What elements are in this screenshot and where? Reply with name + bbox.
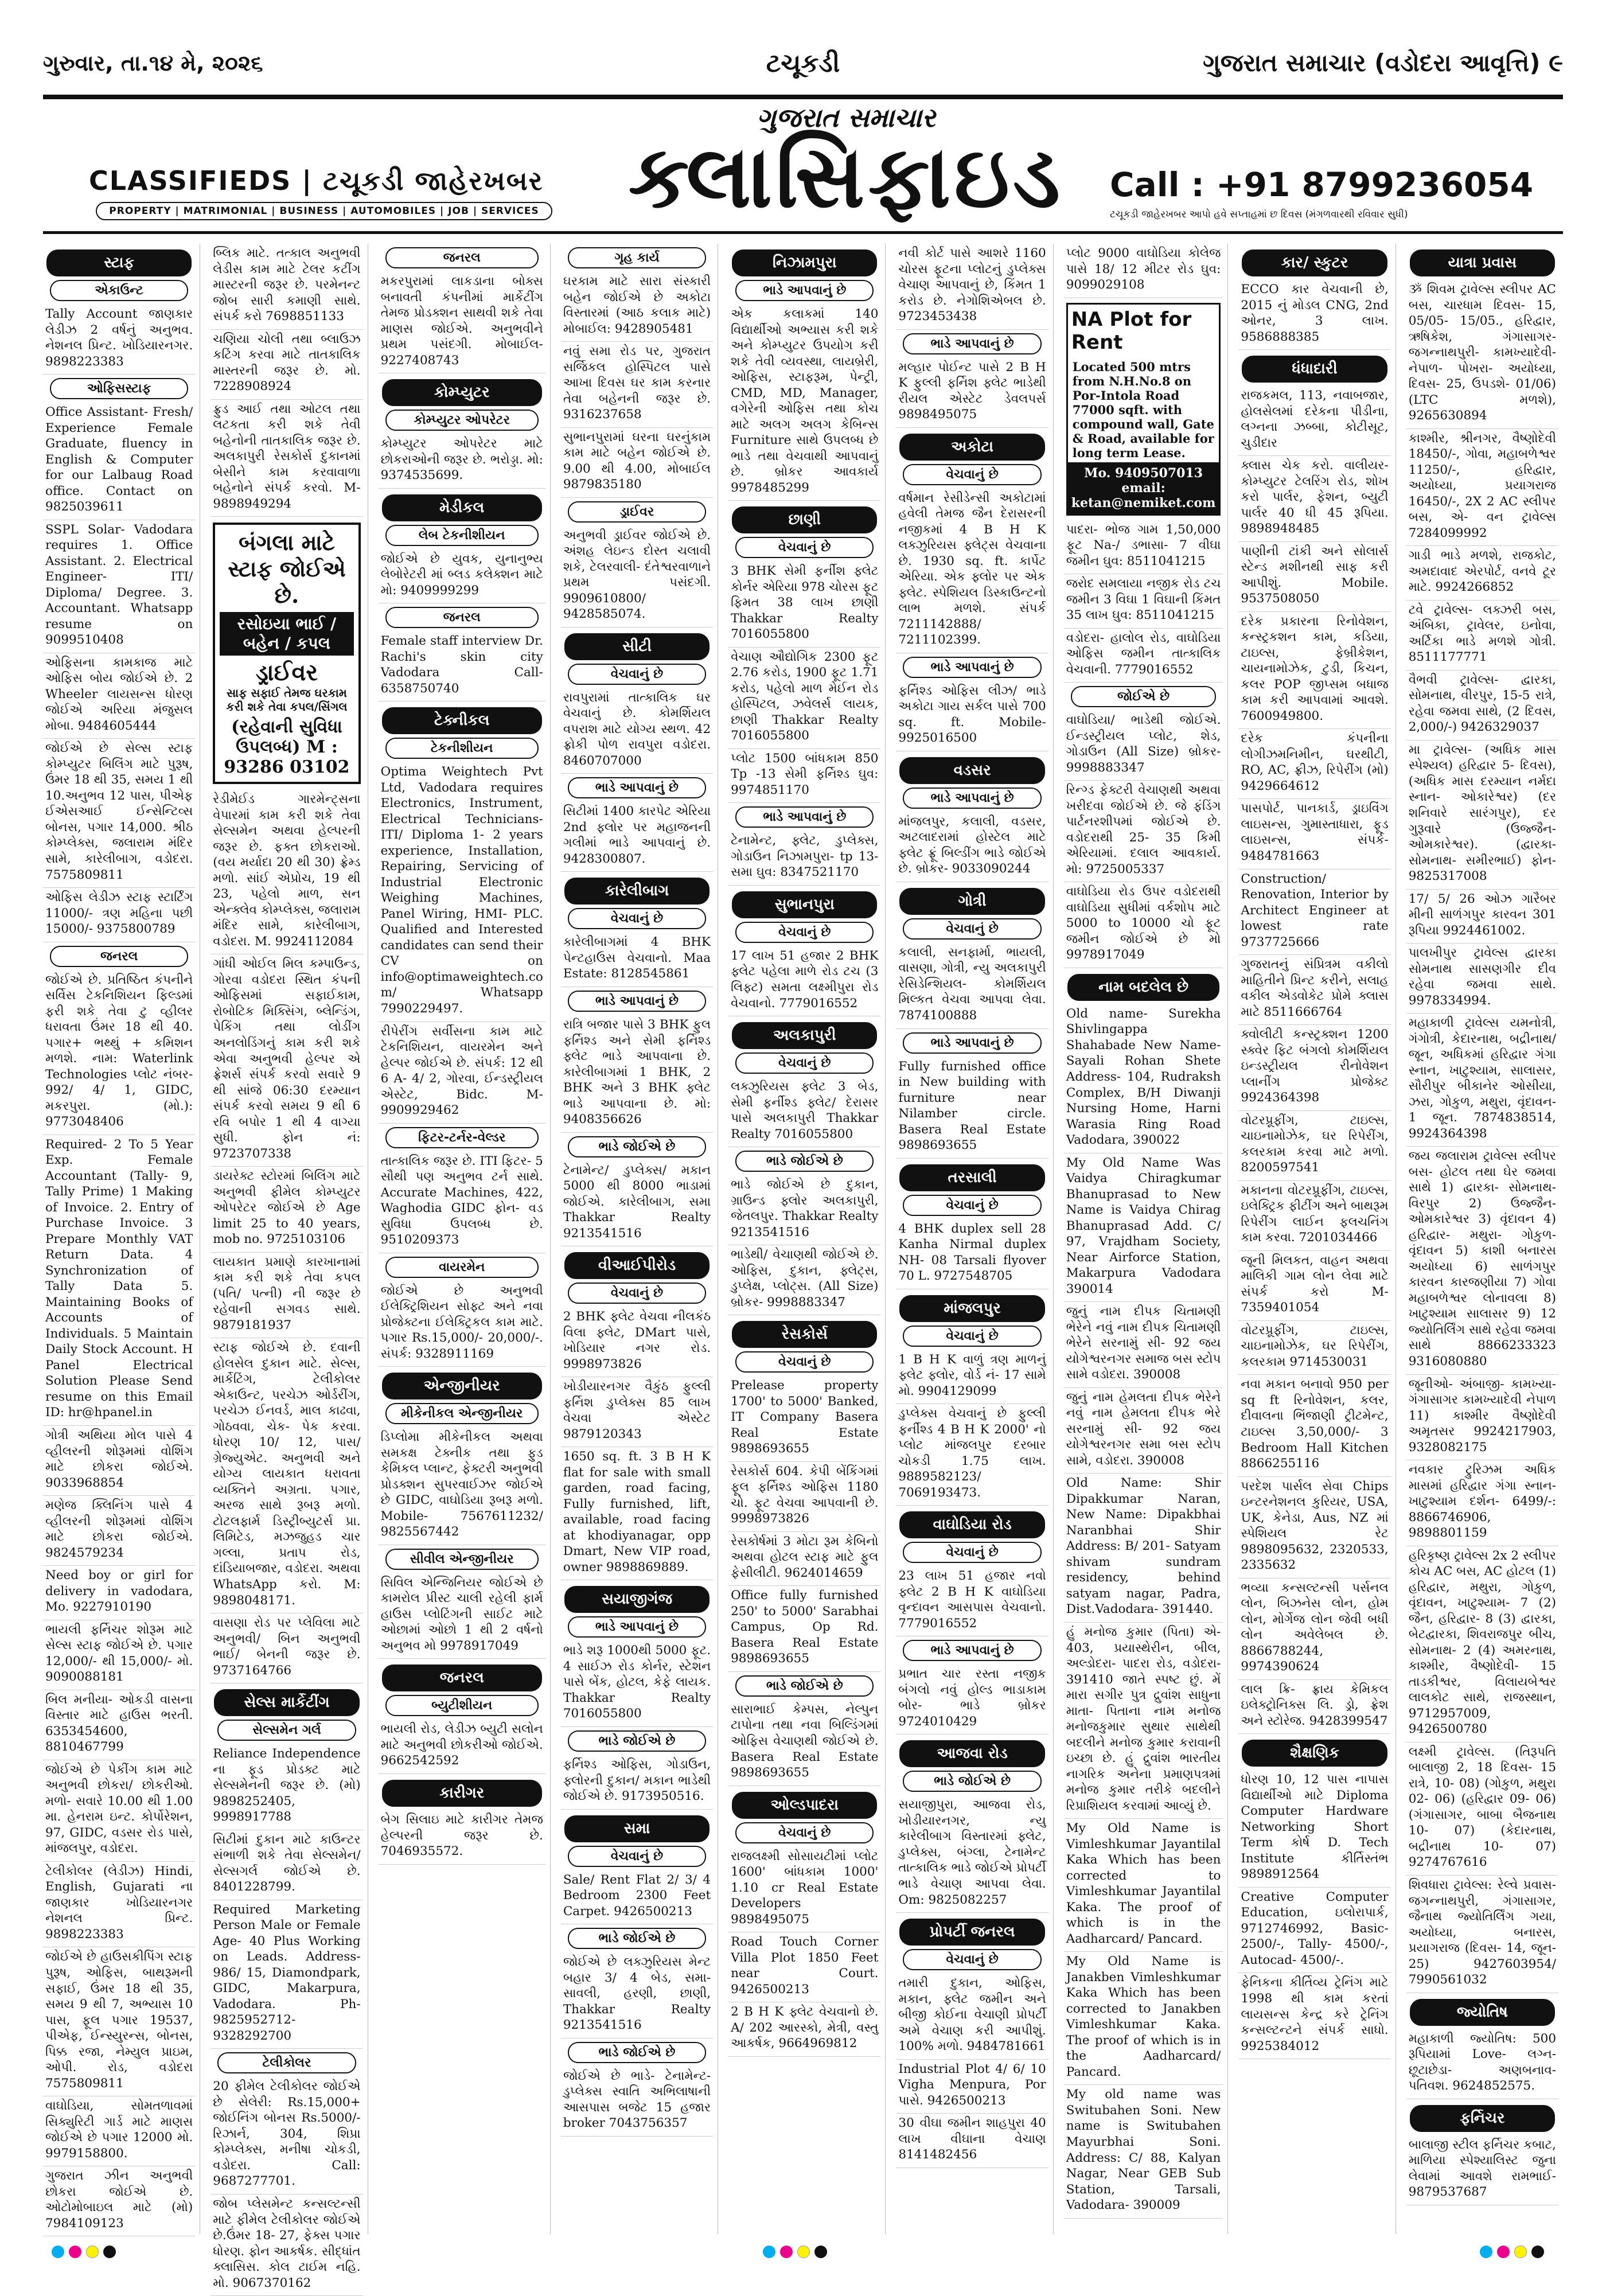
classified-ad: ખોડીયારનગર વૈકુંઠ ફુલ્લી ફર્નિશ ડુપ્લેક્સ 85 લાખ વેચવા એસ્ટેટ 9879120343 (561, 1377, 713, 1447)
category-header: ફર્નિચર (1410, 2105, 1555, 2132)
category-header: રેસકોર્સ (732, 1321, 877, 1348)
booking-note: ટચૂકડી જાહેરખબર આપો હવે સપ્તાહમાં છ દિવસ (મંગળવારથી રવિવાર સુધી) (1110, 209, 1408, 220)
classified-ad: ચણિયા ચોલી તથા બ્લાઉઝ કટિંગ કરવા માટે તાતકાલિક માસ્તરની જરૂર છે. મો. 7228908924 (211, 330, 362, 400)
classified-ad: લક્ષ્મી ટ્રાવેલ્સ. (તિરૂપતિ બાલાજી 2, 18 દિવસ- 15 રાત્રે, 10- 08) (ગોકુળ, મથુરા 02- 06) (હરિદ્વાર 09- 06) (ગંગાસાગર, બાબા બૈજનાથ 10- 07) (કેદારનાથ, બદ્રીનાથ 10- 07) 9274767616 (1406, 1743, 1558, 1876)
subcategory-label: જોઈએ છે (1071, 686, 1217, 707)
subcategory-label: ભાડે આપવાનું છે (903, 657, 1041, 678)
classified-ad: Required Marketing Person Male or Female Age- 40 Plus Working on Leads. Address- 986/ 15, Diamondpark, GIDC, Makarpura, Vadodara. Ph- 9825952712- 9328292700 (211, 1900, 362, 2049)
classified-ad: Construction/ Renovation, Interior by Architect Engineer at lowest rate 9737725666 (1238, 870, 1390, 956)
subcategory-label: વેચવાનું છે (735, 922, 874, 943)
cyan-dot (52, 2246, 64, 2258)
classified-ad: Optima Weightech Pvt Ltd, Vadodara requires Electronics, Instrument, Electrical Technicians- ITI/ Diploma 1- 2 years experience, Installation, Repairing, Servicing of Industrial Electronic Weighing Machines, Panel Wiring, HMI- PLC. Qualified and Interested candidates can send their CV on info@optimaweightech.co m/ Whatsapp 7990229497. (379, 762, 545, 1022)
subcategory-label: જનરલ (50, 946, 188, 967)
classified-ad: જુનું નામ દીપક ચિતામણી ભેરેને નવું નામ દીપક ચિતામણી ભેરેને સરનામું સી- 92 જય યોગેશ્વરનગર સમાજ બસ સ્ટોપ સામે વડોદરા. 390008 (1064, 1302, 1223, 1388)
classified-ad: કાશ્મીર, શ્રીનગર, વૈષ્ણોદેવી 18450/-, ગોવા, મહાબળેશ્વર 11250/-, હરિદ્વાર, અયોધ્યા, પ્રયાગરાજ 16450/-, 2X 2 AC સ્લીપર બસ, એ- વન ટ્રાવેલ્સ 7284099992 (1406, 429, 1558, 547)
classified-ad: ટવે ટ્રાવેલ્સ- લક્ઝરી બસ, અંબિકા, ટ્રાવેલર, ઇનોવા, અર્ટિકા ભાડે મળશે ગોત્રી. 8511177771 (1406, 601, 1558, 671)
classified-ad: રેસકોર્સ 604. કેપી બેંકિંગમાં ફૂલ ફર્નિશ્ડ ઓફિસ 1180 ચો. ફૂટ વેચવા આપવાની છે. 9998973826 (728, 1462, 880, 1532)
classified-ad: જુનું નામ હેમલતા દીપક ભેરેને નવું નામ હેમલતા દીપક ભેરે સરનામું સી- 92 જય યોગેશ્વરનગર સમા બસ સ્ટોપ સામે, વડોદરા. 390008 (1064, 1388, 1223, 1474)
classified-ad: ભવ્યા કન્સલ્ટન્સી પર્સનલ લોન, બિઝનેસ લોન, હોમ લોન, મોર્ગેજ લોન જેવી બધી લોન અવેલેબલ છે. 8866788244, 9974390624 (1238, 1578, 1390, 1680)
classified-ad: નવકાર ટ્રુરિઝમ અધિક માસમાં હરિદ્વાર ગંગા સ્નાન- ખાટુશ્યામ દર્શન- 6499/-: 8866746906, 9898801159 (1406, 1460, 1558, 1546)
classified-ad: બિલ મનીયા- ઓકડી વાસના વિસ્તાર માટે હાઉસ ભરતી. 6353454600, 8810467799 (43, 1690, 195, 1760)
classified-ad: 20 ફીમેલ ટેલીકોલર જોઈએ છે સેલેરી: Rs.15,000+ જોઈનિંગ બોનસ Rs.5000/- રિઝાર્ન, 304, શિપ્રા કોમ્પ્લેક્સ, મનીષા ચોકડી, વડોદરા. Call: 9687277701. (211, 2077, 362, 2194)
page-header (43, 34, 1563, 92)
column-1 (43, 244, 200, 2234)
classified-ad: લાયકાત પ્રમાણે કારખાનામાં કામ કરી શકે તેવા કપલ (પતિ/ પત્ની) ની જરૂર છે રહેવાની સગવડ સાથે. 9879181937 (211, 1253, 362, 1339)
column-9 (1406, 244, 1563, 2234)
classified-ad: પાણીની ટાંકી અને સોલાર્સ સ્ટેન્ડ મશીનથી સાફ કરી આપીશું. Mobile. 9537508050 (1238, 542, 1390, 612)
classified-ad: સિવિલ એન્જિનિયર જોઈએ છે કામરોલ પ્રીસ્ટ ચાલી રહેલી ફાર્મ હાઉસ પ્લોટિંગની સાઈટ માટે ઓછામાં ઓછો 1 થી 2 વર્ષનો અનુભવ મો 9978917049 (379, 1573, 545, 1659)
classified-ad: SSPL Solar- Vadodara requires 1. Office Assistant. 2. Electrical Engineer- ITI/ Diploma/ Degree. 3. Accountant. Whatsapp resume on 9099510408 (43, 520, 195, 653)
classified-ad: Reliance Independence ના ફૂડ પ્રોડક્ટ માટે સેલ્સમેનની જરૂર છે. (મો) 9898252405, 9998917788 (211, 1744, 362, 1830)
plot-rent-display-ad (1066, 303, 1221, 516)
classified-ad: શિવધારા ટ્રાવેલ્સ: રેલ્વે પ્રવાસ- જગન્નાથપુરી, ગંગાસાગર, જૈનાથ જ્યોતિર્લિંગ ગયા, અયોધ્યા, બનારસ, પ્રયાગરાજ (દિવસ- 14, જૂન- 25) 9427603954/ 7990561032 (1406, 1876, 1558, 1993)
subcategory-label: ભાડે જોઈએ છે (568, 1136, 706, 1157)
classified-ad: નવું સમા રોડ પર, ગુજરાત સર્જિકલ હોસ્પિટલ પાસે આખા દિવસ ઘર કામ કરનાર તેવા બહેનની જરૂર છે. 9316237658 (561, 342, 713, 428)
masthead-title: ક્લાસિફાઇડ (628, 127, 1064, 227)
subcategory-label: વેચવાનું છે (903, 918, 1041, 940)
classified-ad: ગુજરાત ઝીન અનુભવી છોકરા જોઈએ છે. ઓટોમોબાઇલ માટે (મો) 7984109123 (43, 2166, 195, 2236)
classified-ad: પાદરા- ભોજ ગામ 1,50,000 ફૂટ Na-/ ડભાસા- 7 વીઘા જમીન ઘુવ: 8511041215 (1064, 520, 1223, 575)
classified-ad: 1650 sq. ft. 3 B H K flat for sale with small garden, road facing, Fully furnished, lift, available, road facing at khodiyanagar, opp Dmart, New VIP road, owner 9898869889. (561, 1447, 713, 1580)
category-header: એન્જીનીયર (382, 1373, 542, 1400)
classified-ad: મણેજ ક્લિનિંગ પાસે 4 વ્હીલરની શોરૂમમાં વોશિંગ માટે છોકરા જોઈએ. 9824579234 (43, 1496, 195, 1566)
display-ad-line: રસોઇયા ભાઈ / બહેન / કપલ (220, 612, 353, 656)
masthead-left (89, 165, 559, 224)
subcategory-label: એકાઉન્ટ (50, 280, 188, 301)
classified-ad: Need boy or girl for delivery in vadodara, Mo. 9227910190 (43, 1566, 195, 1620)
classified-ad: 2 BHK ફ્લેટ વેચવા નીલકંઠ વિલા ફ્લેટ, DMart પાસે, ખોડિયાર નગર રોડ. 9998973826 (561, 1307, 713, 1377)
classified-ad: જોઈએ છે. પ્રતિષ્ઠિત કંપનીને સર્વિસ ટેકનિશિયન ફિલ્ડમાં ફરી શકે તેવા ટુ વ્હીલર ધરાવતા ઉંમર 18 થી 40. પગાર+ ભથ્થું + કમિશન મળશે. નામ: Waterlink Technologies પ્લોટ નંબર- 992/ 4/ 1, GIDC, મકરપુરા. (મો.): 9773048406 (43, 970, 195, 1135)
subcategory-label: કોમ્પ્યુટર ઓપરેટર (385, 410, 539, 431)
classified-ad: વેચાણ ઔદ્યોગિક 2300 ફૂટ 2.76 કરોડ, 1900 ફૂટ 1.71 કરોડ, પહેલો માળ મેઈન રોડ હોસ્પિટલ, ઝવેલર્સ લાયક, છાણી Thakkar Realty 7016055800 (728, 648, 880, 749)
classified-ad: ભાડેથી/ વેચાણથી જોઈએ છે. ઓફિસ, દુકાન, ફ્લેટ્સ, ડુપ્લેક્ષ, પ્લોટ્સ. (All Size) બ્રોકર- 9998883347 (728, 1245, 880, 1315)
classified-ad: નવા મકાન બનાવો 950 per sq ft રિનોવેશન, કલર, દીવાલના ભિંજાણી ટ્રીટમેન્ટ, ટાઇલ્સ 3,50,000/- 3 Bedroom Hall Kitchen 8866255116 (1238, 1375, 1390, 1476)
classified-ad: પરદેશ પાર્સલ સેવા Chips ઇન્ટરનેશનલ કુરિયર, USA, UK, કેનેડા, Aus, NZ માં સ્પેશિયલ રેટ 9898095632, 2320533, 2335632 (1238, 1477, 1390, 1578)
category-header: નિઝામપુરા (732, 250, 877, 276)
subcategory-label: ઓફિસસ્ટાફ (50, 378, 188, 399)
classified-ad: રાવપુરામાં તાત્કાલિક ઘર વેચવાનું છે. કોમર્શિયલ વપરાશ માટે યોગ્ય સ્થળ. 42 ફ્રોકી પોળ રાવપુરા વડોદરા. 8460707000 (561, 688, 713, 774)
display-ad-line: Mo. 9409507013 email: ketan@nemiket.com (1068, 462, 1219, 514)
classified-ad: મહાકાળી જ્યોતિષ: 500 રૂપિયામાં Love- લગ્ન- છૂટાછેડા- અણબનાવ- પતિવશ. 9624852575. (1406, 2029, 1558, 2099)
registration-marks-left (52, 2246, 116, 2268)
column-6 (896, 244, 1053, 2234)
subcategory-label: ભાડે આપવાનું છે (903, 788, 1041, 809)
category-header: આજવા રોડ (899, 1740, 1044, 1767)
classified-ad: ભાડે શરૂ 1000થી 5000 ફૂટ. 4 સાઈઝ રોડ કોર્નર, સ્ટેશન પાસે બેંક, હોટલ, કેફે લાયક. Thakkar Realty 7016055800 (561, 1641, 713, 1727)
category-header: કારીગર (382, 1780, 542, 1807)
classified-ad: ફેનિકના કીર્તિવ્ય ટ્રેનિંગ માટે 1998 થી કામ કરતાં લાયસન્સ કેન્દ્ર કરે ટ્રેનિંગ કન્સલ્ટન્ટને સંપર્ક સાધો. 9925384012 (1238, 1973, 1390, 2059)
subcategory-label: સેલ્સમેન ગર્લ (217, 1720, 356, 1741)
category-header: કાર/ સ્કુટર (1242, 250, 1387, 276)
classified-ad: જોબ પ્લેસમેન્ટ કન્સલ્ટન્સી માટે ફીમેલ ટેલીકોલર જોઈએ છે.ઉંમર 18- 27, ફેક્સ પગાર ધોરણ. ફોન આકર્ષક. સીદ્ધાંત ક્લાસિસ. કોલ ટાઈમ નહિ. મો. 9067370162 (211, 2194, 362, 2296)
classified-ad: Tally Account જાણકાર લેડીઝ 2 વર્ષનું અનુભવ. નેશનલ પ્રિન્ટ. ખોડિયારનગર. 9898223383 (43, 305, 195, 375)
edition-label: ગુજરાત સમાચાર (વડોદરા આવૃત્તિ) ૯ (1203, 49, 1563, 77)
category-header: છાણી (732, 506, 877, 533)
newspaper-logo: ગુજરાત સમાચાર (757, 102, 935, 133)
classified-ad: સયાજીપુરા, આજવા રોડ, ખોડીયારનગર, ન્યુ કારેલીબાગ વિસ્તારમાં ફ્લેટ, ડુપ્લેક્સ, બંગ્લા, ટેનામેન્ટ તાત્કાલિક ભાડે જોઈએ પ્રોપર્ટી ભાડે વેચાણ આપવા લેવા. Om: 9825082257 (896, 1795, 1048, 1913)
category-header: માંજલપુર (899, 1295, 1044, 1322)
magenta-dot (1497, 2246, 1510, 2258)
classified-ad: ગુજરાતનું સંપ્રિત્રમ વકીલો માહિતીને પ્રિન્ટ કરીને, સલાહ વકીલ એડવોકેટ પ્રોમે ક્લાસ માટે 8511666764 (1238, 955, 1390, 1025)
classified-ad: રીપેરીંગ સર્વીસના કામ માટે ટેકનિશિયન, વાયરમેન અને હેલ્પર જોઈએ છે. સંપર્ક: 12 થી 6 A- 4/ 2, ગોરવા, ઈન્ડસ્ટ્રીયલ એસ્ટેટ, Bidc. M- 9909929462 (379, 1022, 545, 1124)
classified-ad: My old name was Switubahen Soni. New name is Switubahen Mayurbhai Soni. Address: C/ 88, Kalyan Nagar, Near GEB Sub Station, Tarsali, Vadodara- 390009 (1064, 2085, 1223, 2218)
category-header: સીટી (564, 633, 710, 660)
classified-ad: ભાયલી ફર્નિચર શોરૂમ માટે સેલ્સ સ્ટાફ જોઈએ છે. પગાર 12,000/- થી 15,000/- મો. 9090088181 (43, 1620, 195, 1690)
category-header: સ્ટાફ (46, 250, 192, 276)
classified-ad: વોટરપ્રૂફીંગ, ટાઇલ્સ, ચાઇનામોઝેક, ઘર રિપેરીંગ, કલરકામ કરવા માટે મળો. 8200597541 (1238, 1111, 1390, 1181)
classified-ad: વર્ષમાન રેસીડેન્સી અકોટામાં હવેલી તેમજ જૈન દેરાસરની નજીકમાં 4 B H K લક્ઝુરિયસ ફ્લેટ્સ વેચવાના છે. 1930 sq. ft. કાર્પેટ એરિયા. એક ફ્લોર પર એક ફ્લેટ. સ્પેશિયલ ડિસ્કાઉન્ટનો લાભ મળશે. સંપર્ક 7211142888/ 7211102399. (896, 489, 1048, 653)
classified-ad: ઓફિસના કામકાજ માટે ઓફિસ બોય જોઈએ છે. 2 Wheeler લાયસન્સ ધોરણ જોઈએ અરિયા મંજુસલ મોબા. 9484605444 (43, 653, 195, 739)
subcategory-label: વેચવાનું છે (735, 537, 874, 558)
classified-ad: મકાનના વોટરપ્રૂફીંગ, ટાઇલ્સ, ઇલેક્ટ્રિક ફીટીંગ અને બાથરૂમ રિપેરીંગ લાઈન ફલચનિંગ કામ કરવા. 7201034466 (1238, 1181, 1390, 1251)
category-header: કારેલીબાગ (564, 878, 710, 905)
classified-ad: લક્ઝુરિયસ ફ્લેટ 3 બેડ, સેમી ફર્નીશ્ડ ફ્લેટ/ દેરાસર પાસે અલકાપુરી Thakkar Realty 7016055800 (728, 1077, 880, 1147)
classified-ad: Office Assistant- Fresh/ Experience Female Graduate, fluency in English & Computer for our Lalbaug Road office. Contact on 9825039611 (43, 403, 195, 520)
subcategory-label: ભાડે જોઈએ છે (903, 1771, 1041, 1792)
subcategory-label: બ્યુટીશીયન (385, 1695, 539, 1716)
subcategory-label: ભાડે જોઈએ છે (735, 1151, 874, 1172)
classified-ad: ૐ શિવમ ટ્રાવેલ્સ સ્લીપર AC બસ, ચારધામ દિવસ- 15, 05/05- 15/05., હરિદ્વાર, ઋષિકેશ, ગંગાસાગર- જગન્નાથપુરી- કામખ્યાદેવી- નેપાળ- પોખરા- અયોધ્યા, દિવસ- 25, ઉપડશે- 01/06) (LTC મળશે), 9265630894 (1406, 280, 1558, 429)
display-ad-line: Located 500 mtrs from N.H.No.8 on Por-Intola Road 77000 sqft. with compound wall, Gate & Road, available for long term Lease. (1072, 359, 1214, 460)
display-ad-line: (રહેવાની સુવિધા ઉપલબ્ધ) M : 93286 03102 (224, 717, 350, 778)
classified-ad: ભાડે જોઈએ છે દુકાન, ગ્રાઉન્ડ ફ્લોર અલકાપુરી, જેતલપુર. Thakkar Realty 9213541516 (728, 1175, 880, 1245)
classified-ad: કારેલીબાગમાં 4 BHK પેન્ટહાઉસ વેચવાનો. Maa Estate: 8128545861 (561, 933, 713, 987)
classified-ad: ઓફિસ લેડીઝ સ્ટાફ સ્ટાર્ટિંગ 11000/- ત્રણ મહિના પછી 15000/- 9375800789 (43, 888, 195, 942)
display-ad-line: ડ્રાઈવર (255, 659, 318, 687)
classified-ad: પાલખીપુર ટ્રાવેલ્સ દ્વારકા સોમનાથ સાસણગીર દીવ રહેવા જમવા સાથે. 9978334994. (1406, 944, 1558, 1013)
classifieds-label: CLASSIFIEDS | ટચૂકડી જાહેરખબર (89, 165, 544, 196)
classified-ad: નવી કોર્ટ પાસે આશરે 1160 ચોરસ ફૂટના પ્લોટનું ડુપ્લેક્સ વેચાણ આપવાનું છે, કિંમત 1 કરોડ છે. નેગોશિએબલ છે. 9723453438 (896, 244, 1048, 330)
classified-ad: ફ્રુડ આઈ તથા ઓટલ તથા લટકતા કરી શકે તેવી બહેનોની તાતકાલિક જરૂર છે. અલકાપુરી રેસકોર્સ દુકાનમાં બેસીને કામ કરવાવાળા બહેનોને સંપર્ક કરવો. M- 9898949294 (211, 400, 362, 517)
category-header: અલકાપુરી (732, 1022, 877, 1049)
black-dot (103, 2246, 116, 2258)
classified-ad: વાઘોડિયા/ ભાડેથી જોઈએ. ઈન્ડસ્ટ્રીયલ પ્લોટ, શેડ, ગોડાઉન (All Size) બ્રોકર- 9998883347 (1064, 711, 1223, 781)
issue-date: ગુરુવાર, તા.૧૪ મે, ૨૦૨૬ (43, 50, 263, 76)
classified-ad: રાજકમલ, 113, નવાબજાર, હોલસેલમાં દરેકના પીડીના, લગ્નના ઝબ્બા, કોટીસૂટ, ચુડીદાર (1238, 386, 1390, 456)
subcategory-label: ગૃહ કાર્ય (568, 247, 706, 268)
classified-ad: Prelease property 1700' to 5000' Banked, IT Company Basera Real Estate 9898693655 (728, 1376, 880, 1462)
classified-ad: My Old Name is Vimleshkumar Jayantilal Kaka Which has been corrected to Vimleshkumar Jayantilal Kaka. The proof of which is in the Aadharcard/ Pancard. (1064, 1819, 1223, 1952)
classified-ad: Required- 2 To 5 Year Exp. Female Accountant (Tally- 9, Tally Prime) 1 Making of Invoice. 2. Entry of Purchase Invoice. 3 Prepare Monthly VAT Return Data. 4 Synchronization of Tally Data 5. Maintaining Books of Accounts of Individuals. 5 Maintain Daily Stock Account. H Panel Electrical Solution Please Send resume on this Email ID: hr@hpanel.in (43, 1135, 195, 1426)
subcategory-label: વેચવાનું છે (735, 1351, 874, 1373)
classified-ad: રેડીમેઈડ ગારમેન્ટ્સના વેપારમાં કામ કરી શકે તેવા સેલ્સમેન અથવા હેલ્પરની જરૂર છે. ફક્ત છોકરાઓ. (વય મર્યાદા 20 થી 30) ફ્રેમ્ડ મળો. સાંઈ એપ્રોચ, 19 થી 23, પહેલો માળ, સન એન્ક્લેવ કોમ્પ્લેક્સ, જલારામ મંદિર સામે, કારેલીબાગ, વડોદરા. M. 9924112084 (211, 790, 362, 954)
classified-ad: ગોત્રી અથિયા મોલ પાસે 4 વ્હીલરની શોરૂમમાં વોશિંગ માટે છોકરા જોઈએ. 9033968854 (43, 1426, 195, 1496)
subcategory-label: ડ્રાઈવર (568, 501, 706, 523)
classified-ad: ડાયરેક્ટ સ્ટોરમાં બિલિંગ માટે અનુભવી ફીમેલ કોમ્પ્યુટર ઓપરેટર જોઈએ છે Age limit 25 to 40 years, mob no. 9725103106 (211, 1167, 362, 1253)
classified-ad: સુભાનપુરામાં ઘરના ઘરનુંકામ કામ માટે બહેન જોઈએ છે. 9.00 થી 4.00, મોબાઈલ 9879835180 (561, 428, 713, 498)
classified-ad: 4 BHK duplex sell 28 Kanha Nirmal duplex NH- 08 Tarsali flyover 70 L. 9727548705 (896, 1219, 1048, 1289)
classified-ad: ECCO કાર વેચવાની છે, 2015 નું મોડલ CNG, 2nd ઓનર, 3 લાખ. 9586888385 (1238, 280, 1390, 350)
category-header: વડસર (899, 757, 1044, 784)
classified-ad: 1 B H K વાળું ત્રણ માળનું ફ્લેટ ફ્લોર, વોર્ડ નં- 17 સામે મો. 9904129099 (896, 1350, 1048, 1405)
subcategory-label: જનરલ (385, 607, 539, 628)
classified-ad: સારાભાઈ કેમ્પસ, નેલ્પુન ટાપોના તથા નવા બિલ્ડિંગમાં ઓફિસ વેચાણથી જોઈએ છે. Basera Real Estate 9898693655 (728, 1700, 880, 1786)
classified-columns (43, 244, 1563, 2290)
classified-ad: ઘરકામ માટે સારા સંસ્કારી બહેન જોઈએ છે અકોટા વિસ્તારમાં (આઠ કલાક માટે) મોબાઈલ: 9428905481 (561, 272, 713, 342)
classified-ad: જોઈએ છે સેલ્સ સ્ટાફ કોમ્પ્યુટર બિલિંગ માટે પુરૂષ, ઉંમર 18 થી 35, સમય 1 થી 10.અનુભવ 12 પાસ, પીએફ ઈએસઆઈ ઈન્સેન્ટિવ્સ બોનસ, પગાર 14,000. શ્રીઠ કોમ્પ્લેક્સ, જલારામ મંદિર સામે, કારેલીબાગ, વડોદરા. 7575809811 (43, 739, 195, 888)
classified-ad: જય જલારામ ટ્રાવેલ્સ સ્લીપર બસ- હોટલ તથા ઘેર જમવા સાથે 1) દ્વારકા- સોમનાથ- વિરપુર 2) ઉજ્જૈન- ઓમકારેશ્વર 3) વૃંદાવન 4) હરિદ્વાર- મથુરા- ગોકુળ- વૃંદાવન 5) કાશી બનારસ અયોધ્યા 6) સાળંગપુર કારવન કારજણીયા 7) ગોવા મહાબળેશ્વર લોનાવલા 8) ખાટુશ્યામ સાલાસર 9) 12 જ્યોતિર્લિંગ સાથે રહેવા જમવા સાથે 8866233323 9316080880 (1406, 1147, 1558, 1374)
masthead-center (559, 102, 1133, 227)
classified-ad: જરોદ સમલાયા નજીક રોડ ટચ જમીન 3 વિઘા 1 વિઘાની કિંમત 35 લાખ ઘુવ: 8511041215 (1064, 574, 1223, 629)
category-header: સુભાનપુરા (732, 891, 877, 918)
classified-ad: જોઈએ છે ભાડે- ટેનામેન્ટ- ડુપ્લેક્સ સ્વાતિ અભિલાષાની આસપાસ બજેટ 15 હજાર broker 7043756357 (561, 2067, 713, 2137)
classified-ad: પાસપોર્ટ, પાનકાર્ડ, ડ્રાઇવિંગ લાઇસન્સ, ગુમાસ્તાધારા, ફૂડ લાઇસન્સ, સંપર્ક- 9484781663 (1238, 799, 1390, 869)
yellow-dot (797, 2246, 810, 2258)
classified-ad: દરેક પ્રકારના રિનોવેશન, કન્સ્ટ્રકશન કામ, કડિયા, ટાઇલ્સ, ફેબ્રીકેશન, ચાયનામોઝેક, ટુડી, કિચન, કલર POP જીપ્સમ બધાજ કામ કરી આપવામાં આવશે. 7600949800. (1238, 612, 1390, 730)
magenta-dot (69, 2246, 81, 2258)
category-header: ગોત્રી (899, 888, 1044, 915)
subcategory-label: વેચવાનું છે (903, 1949, 1041, 1970)
classified-ad: અનુભવી ડ્રાઈવર જોઈએ છે. અંશહ લેઇન્ડ દોસ્ત ચલાવી શકે, ટેલરવાલી- દંતેશ્વરવાળાને પ્રથમ પસંદગી. 9909610800/ 9428585074. (561, 526, 713, 627)
subcategory-label: વેચવાનું છે (903, 1195, 1041, 1216)
classified-ad: ભાયલી રોડ, લેડીઝ બ્યુટી સલોન માટે અનુભવી છોકરીઓ જોઈએ. 9662542592 (379, 1720, 545, 1774)
subcategory-label: વેચવાનું છે (903, 1542, 1041, 1563)
subcategory-label: વેચવાનું છે (903, 1326, 1041, 1347)
column-7 (1064, 244, 1229, 2234)
classified-ad: રિન્ગ્ડ ફેક્ટરી વેચાણથી અથવા ખરીદવા જોઈએ છે. જે ફંડિંગ પાર્ટનરશીપમાં જોઈએ છે. વડોદરાથી 25- 35 કિમી એરિયામાં. દલાલ આવકાર્ય. મો: 9725005337 (1064, 781, 1223, 882)
subcategory-label: જનરલ (385, 247, 539, 268)
category-header: સમા (564, 1815, 710, 1842)
category-header: પ્રોપર્ટી જનરલ (899, 1919, 1044, 1946)
classified-ad: ગાડી ભાડે મળશે, રાજકોટ, અમદાવાદ એરપોર્ટ, વનવે ટૂર માટે. 9924266852 (1406, 546, 1558, 601)
subcategory-label: વેચવાનું છે (568, 664, 706, 685)
classified-ad: ક્લાસ ચેક કરો. વાલીયર- કોમ્પ્યુટર ટેલરિંગ રોડ, શોખ કરો પાર્લર, ફેશન, બ્યુટી પાર્લર 40 ધી 45 રૂપિયા. 9898948485 (1238, 456, 1390, 542)
category-header: વીઆઈપીરોડ (564, 1252, 710, 1279)
subcategory-label: લેબ ટેકનીશીયન (385, 525, 539, 546)
classified-ad: પ્લોટ 9000 વાઘોડિયા કોલેજ પાસે 18/ 12 મીટર રોડ ઘુવ: 9099029108 (1064, 244, 1223, 298)
subcategory-label: વાયરમેન (385, 1257, 539, 1278)
subcategory-label: વેચવાનું છે (568, 1846, 706, 1867)
subcategory-label: ફિટર-ટર્નર-વેલ્ડર (385, 1127, 539, 1148)
column-3 (379, 244, 551, 2234)
subcategory-label: ભાડે આપવાનું છે (735, 806, 874, 828)
classified-ad: 2 B H K ફ્લેટ વેચવાનો છે. A/ 202 આરસ્કો, મેત્રી, વસ્તુ આકર્ષક, 9664969812 (728, 2002, 880, 2057)
subcategory-label: ભાડે જોઈએ છે (568, 2042, 706, 2063)
subcategory-label: ભાડે આપવાનું છે (568, 991, 706, 1012)
header-rule (43, 95, 1563, 99)
black-dot (1531, 2246, 1544, 2258)
yellow-dot (86, 2246, 99, 2258)
category-header: નામ બદલેલ છે (1067, 974, 1220, 1001)
registration-marks-right (1480, 2246, 1544, 2268)
classified-ad: ધોરણ 10, 12 પાસ નાપાસ વિદ્યાર્થીઓ માટે Diploma Computer Hardware Networking Short Term કોર્ષ D. Tech Institute કીર્તિસ્તંભ 9898912564 (1238, 1770, 1390, 1888)
classified-ad: Office fully furnished 250' to 5000' Sarabhai Campus, Op Rd. Basera Real Estate 9898693655 (728, 1586, 880, 1672)
classified-ad: 17 લાખ 51 હજાર 2 BHK ફ્લેટ પહેલા માળે રોડ ટચ (3 લિફ્ટ) સમતા લક્ષ્મીપુરા રોડ વેચવાનો. 7779016552 (728, 946, 880, 1016)
category-header: સેલ્સ માર્કેટીંગ (214, 1689, 359, 1716)
column-2 (211, 244, 368, 2290)
subcategory-label: વેચવાનું છે (568, 1283, 706, 1304)
category-header: શૈક્ષણિક (1242, 1740, 1387, 1767)
classified-ad: પ્રભાત ચાર રસ્તા નજીક બંગલો નવું હોલ્ડ ભાડાકામ બોર- ભાડે બ્રોકર 9724010429 (896, 1664, 1048, 1734)
category-header: ઓલ્ડપાદરા (732, 1792, 877, 1819)
classified-ad: હરિકૃષ્ણ ટ્રાવેલ્સ 2x 2 સ્લીપર કોચ AC બસ, AC હોટલ (1) હરિદ્વાર, મથુરા, ગોકુળ, વૃંદાવન, ખાટુશ્યામ- 7 (2) જૈન, હરિદ્વાર- 8 (3) દ્વારકા, બેટદ્વારકા, શિવરાજપુર બીચ, સોમનાથ- 2 (4) અમરનાથ, કાશ્મીર, વૈષ્ણોદેવી- 15 તાડકીશ્વર, વિલાયબેશ્વર લાલકોટ સાથે, રાજસ્થાન, 9712957009, 9426500780 (1406, 1546, 1558, 1743)
subcategory-label: વેચવાનું છે (735, 1822, 874, 1843)
subcategory-label: ભાડે આપવાનું છે (903, 333, 1041, 354)
category-header: અકોટા (899, 434, 1044, 461)
registration-marks-center (763, 2246, 827, 2268)
classified-ad: સ્ટાફ જોઈએ છે. દવાની હોલસેલ દુકાન માટે. સેલ્સ, માર્કેટિંગ, ટેલીકોલર એકાઉન્ટ, પરચેઝ ઓર્ડરીંગ, પરચેઝ ઈનવર્ડ, માલ કાઢવા, ગોઠવવા, ચેક- પેક કરવા. ધોરણ 10/ 12, પાસ/ ગ્રેજ્યુએટ. અનુભવી અને યોગ્ય લાયકાત ધરાવતા વ્યક્તિને અગ્રતા. પગાર, અરજ સાથે રૂબરૂ મળો. ટોટલફાર્મ ડિસ્ટ્રીબ્યુટર્સ પ્રા. લિમિટેડ, મઝજુહડ ચાર ગલ્લા, પ્રતાપ રોડ, દાંડિયાબજાર, વડોદરા. અથવા WhatsApp કરો. M: 9898048171. (211, 1338, 362, 1613)
classified-ad: Female staff interview Dr. Rachi's skin city Vadodara Call- 6358750740 (379, 632, 545, 701)
call-number: Call : +91 8799236054 (1110, 165, 1534, 204)
category-header: વાઘોડિયા રોડ (899, 1511, 1044, 1538)
classified-ad: Fully furnished office in New building with furniture near Nilamber circle. Basera Real Estate 9898693655 (896, 1057, 1048, 1159)
subcategory-label: ટેકનીશીયન (385, 738, 539, 759)
masthead-right (1110, 165, 1546, 220)
display-ad-line: બંગલા માટે સ્ટાફ જોઈએ છે. (228, 529, 346, 609)
subcategory-label: ભાડે જોઈએ છે (568, 1928, 706, 1949)
category-header: તરસાલી (899, 1164, 1044, 1191)
classified-ad: કલાલી, સનફાર્મા, ભાયલી, વાસણા, ગોત્રી, ન્યુ અલકાપુરી રેસિડેન્શિયલ- કોમર્શિયલ મિલ્કત વેચવા આપવા લેવા. 7874100888 (896, 943, 1048, 1029)
classified-ad: હું મનોજ કુમાર (પિતા) એ- 403, પ્રયાસ્થેરીન, બીલ, અલ્ડોદરા- પાદરા રોડ, વડોદરા- 391410 જાતે સ્પષ્ટ છું. મેં મારા સગીર પુત્ર દ્રુવાંશ સાધુના માતા- પિતાના નામ મનોજ મનોજકુમાર સુથાર સાથેથી બદલીને મનોજ કુમાર કરાવાની ઇચ્છા છે. હું દ્રુવાંશ ભારતીય નાગરિક અનેના પ્રમાણપત્રમાં મનોજ કુમાર તરીકે બદલીને રિપ્રાશિયલ કરવામાં આવ્યું છે. (1064, 1623, 1223, 1819)
classified-ad: 17/ 5/ 26 ઓઝ ગારૈબર મીની સાળંગપુર કારવન 301 રૂપિયા 9924461002. (1406, 890, 1558, 944)
subcategory-label: ભાડે આપવાનું છે (568, 1616, 706, 1638)
subcategory-label: ભાડે જોઈએ છે (735, 1675, 874, 1697)
classified-ad: વાઘોડિયા, સોમતળાવમાં સિક્યુરિટી ગાર્ડ માટે માણસ જોઈએ છે પગાર 12000 મો. 9979158800. (43, 2096, 195, 2166)
classified-ad: જૂની મિલકત, વાહન અથવા માલિકી ગામ લોન લેવા માટે સંપર્ક કરો M- 7359401054 (1238, 1251, 1390, 1321)
subcategory-label: ભાડે આપવાનું છે (735, 280, 874, 301)
classified-ad: કોમ્પ્યુટર ઓપરેટર માટે છોકરાઓની જરૂર છે. ભરોડ્ડા. મો: 9374535699. (379, 434, 545, 489)
classified-ad: Sale/ Rent Flat 2/ 3/ 4 Bedroom 2300 Feet Carpet. 9426500213 (561, 1870, 713, 1925)
classified-ad: 3 BHK સેમી ફર્નીશ ફ્લેટ કોર્નર એરિયા 978 ચોરસ ફૂટ ફિમત 38 લાખ છાણી Thakkar Realty 7016055800 (728, 562, 880, 648)
classified-ad: સિટીમાં દુકાન માટે કાઉન્ટર સંભાળી શકે તેવા સેલ્સમેન/ સેલ્સગર્લ જોઈએ છે. 8401228799. (211, 1830, 362, 1900)
classified-ad: રાત્રિ બજાર પાસે 3 BHK ફુલ ફર્નિશ્ડ અને સેમી ફર્નિશ્ડ ફ્લેટ ભાડે આપવાના છે. કારેલીબાગમાં 1 BHK, 2 BHK અને 3 BHK ફ્લેટ ભાડે આપવાના છે. મો: 9408356626 (561, 1015, 713, 1133)
classified-ad: ફર્નિશ્ડ ઓફિસ લીઝ/ ભાડે અકોટા ગાય સર્કલ પાસે 700 sq. ft. Mobile- 9925016500 (896, 681, 1048, 751)
column-5 (728, 244, 886, 2234)
classified-ad: મહાકાળી ટ્રાવેલ્સ યમનોત્રી, ગંગોત્રી, કેદારનાથ, બદ્રીનાથ/ જૂન, અધિકમાં હરિદ્વાર ગંગા સ્નાન, ખાટુશ્યામ, સાલાસર, સૌરીપુર બીકાનેર ઓસીયા, ઝરા, ગોકુળ, મથુરા, વૃંદાવન- 1 જૂન. 7874838514, 9924364398 (1406, 1013, 1558, 1147)
classified-ad: વૈભવી ટ્રાવેલ્સ- દ્વારકા, સોમનાથ, વીરપુર, 15-5 રાત્રે, રહેવા જમવા સાથે, (2 દિવસ, 2,000/-) 9426329037 (1406, 671, 1558, 740)
subcategory-label: વેચવાનું છે (568, 908, 706, 929)
classified-ad: જોઈએ છે લક્ઝુરિયસ મેન્ટ બહાર 3/ 4 બેડ, સમા- સાવલી, હરણી, છાણી, Thakkar Realty 9213541516 (561, 1952, 713, 2038)
classified-ad: વાઘોડિયા રોડ ઉપર વડોદરાથી વાઘોડિયા સુધીમાં વર્કશોપ માટે 5000 to 10000 ચો ફૂટ જમીન જોઈએ છે મો 9978917049 (1064, 882, 1223, 968)
classified-ad: સિટીમાં 1400 કારપેટ એરિયા 2nd ફ્લોર પર મહાજનની ગલીમાં ભાડે આપવાનું છે. 9428300807. (561, 802, 713, 872)
classified-ad: વડોદરા- હાલોલ રોડ, વાઘોડિયા ઓફિસ જમીન તાત્કાલિક વેચવાની. 7779016552 (1064, 629, 1223, 683)
classified-ad: My Old Name Was Vaidya Chiragkumar Bhanuprasad to New Name is Vaidya Chirag Bhanuprasad Add. C/ 97, Vrajdham Society, Near Airforce Station, Makarpura Vadodara 390014 (1064, 1153, 1223, 1303)
classified-ad: ટેલીકોલર (લેડીઝ) Hindi, English, Gujarati ના જાણકાર ખોડિયારનગર નેશનલ પ્રિન્ટ. 9898223383 (43, 1862, 195, 1948)
column-4 (561, 244, 718, 2234)
category-header: સયાજીગંજ (564, 1586, 710, 1613)
section-name: ટચૂકડી (766, 48, 840, 78)
classified-ad: ક્વોલીટી કન્સ્ટ્રક્શન 1200 સ્ક્વેર ફિટ બંગલો કોમર્શિયલ ઇન્ડસ્ટ્રીયલ રીનોવેશન પ્લાનીંગ પ્રોજેક્ટ 9924364398 (1238, 1025, 1390, 1111)
categories-label: PROPERTY | MATRIMONIAL | BUSINESS | AUTOMOBILES | JOB | SERVICES (96, 202, 552, 220)
yellow-dot (1514, 2246, 1527, 2258)
classified-ad: ડુપ્લેક્સ વેચવાનું છે ફુલ્લી ફર્નીશ્ડ 4 B H K 2000' નો પ્લોટ માંજલપુર દરબાર ચોકડી 1.75 લાખ. 9889582123/ 7069193473. (896, 1404, 1048, 1506)
cyan-dot (1480, 2246, 1492, 2258)
classified-ad: ટેનામેન્ટ, ફ્લેટ, ડુપ્લેક્સ, ગોડાઉન નિઝામપુરા- tp 13- સમા ઘુવ: 8347521170 (728, 831, 880, 886)
classified-ad: My Old Name is Janakben Vimleshkumar Kaka Which has been corrected to Janakben Vimleshkumar Kaka. The proof of which is in the Aadharcard/ Pancard. (1064, 1952, 1223, 2085)
subcategory-label: ભાડે આપવાનું છે (903, 1640, 1041, 1661)
boxed-display-ad (213, 523, 360, 784)
subcategory-label: વેચવાનું છે (735, 1053, 874, 1074)
classified-ad: 30 વીઘા જમીન શાહપુરા 40 લાખ વીઘાના વેચાણ 8141482456 (896, 2114, 1048, 2168)
category-header: ટેક્નીકલ (382, 707, 542, 734)
classified-ad: મકરપુરામાં લાકડાના બોક્સ બનાવતી કંપનીમાં માર્કેટીંગ તેમજ પ્રોડક્શન સાથવી શકે તેવા માણસ જોઈએ. અનુભવીને પ્રથમ પસંદગી. મોબાઈલ- 9227408743 (379, 272, 545, 373)
classified-ad: વાસણા રોડ પર પ્લેવિલા માટે અનુભવી/ બિન અનુભવી ભાઈ/ બેનની જરૂર છે. 9737164766 (211, 1613, 362, 1683)
classified-ad: તાત્કાલિક જરૂર છે. ITI ફિટર- 5 સૌથી પણ અનુભવ ટર્ન સાથે. Accurate Machines, 422, Waghodia GIDC ફોન- વડ સુવિધા ઉપલબ્ધ છે. 9510209373 (379, 1152, 545, 1253)
display-ad-line: સાફ સફાઈ તેમજ ઘરકામ કરી શકે તેવા કપલ/સિંગલ (226, 686, 348, 714)
classified-ad: ગાંધી ઓઈલ મિલ કમ્પાઉન્ડ, ગોરવા વડોદરા સ્થિત કંપની ઓફિસમાં સફાઈકામ, રોબોટિક મિક્સિંગ, બ્લેન્ડિંગ, પેકિંગ તથા લોડીંગ અનલોડિંગનું કામ કરી શકે એવા અનુભવી હેલ્પર એ ફ્રેશર્સ સંપર્ક કરવો સવારે 9 થી સાંજે 06:30 દરમ્યાન સંપર્ક કરવો સમય 9 થી 6 રવિ બપોર 1 થી 4 વાગ્યા સુધી. ફોન નં: 9723707338 (211, 954, 362, 1167)
classified-ad: રાજલક્ષ્મી સોસાયટીમાં પ્લોટ 1600' બાંધકામ 1000' 1.10 cr Real Estate Developers 9898495075 (728, 1847, 880, 1933)
classified-ad: મલ્હાર પોઈન્ટ પાસે 2 B H K ફુલ્લી ફર્નિશ ફ્લેટ ભાડેથી રીયલ એસ્ટેટ ડેવલપર્સ 9898495075 (896, 358, 1048, 428)
masthead (43, 102, 1563, 234)
display-ad-line: NA Plot for Rent (1068, 305, 1219, 357)
category-header: મેડીકલ (382, 494, 542, 521)
classified-ad: એક કલાકમાં 140 વિદ્યાર્થીઓ અભ્યાસ કરી શકે અને કોમ્પ્યુટર ઉપયોગ કરી શકે તેવી વ્યવસ્થા, લાયબ્રેરી, ઓફિસ, સ્ટાફરૂમ, પેન્ટ્રી, CMD, MD, Manager, વગેરેની ઓફિસ તથા કોચ માટે અલગ અલગ કેબિન્સ Furniture સાથે ઉપલબ્ધ છે ભાડે તથા વેચવાથી આપવાનું છે. બ્રોકર આવકાર્ય 9978485299 (728, 305, 880, 501)
classified-ad: જૂનીઓ- અંબાજી- કામખ્યા- ગંગાસાગર કામખ્યાદેવી નેપાળ 11) કાશ્મીર વૈષ્ણોદેવી અમૃતસર 9924217903, 9328082175 (1406, 1375, 1558, 1461)
classified-ad: જોઈએ છે પેકીંગ કામ માટે અનુભવી છોકરા/ છોકરીઓ. મળો- સવારે 10.00 થી 1.00 મા. હેનરામ ઇન્ટ. કોર્પોરેશન, 97, GIDC, વડસર રોડ પાસે, માંજલપુર, વડોદરા. (43, 1760, 195, 1862)
subcategory-label: ભાડે આપવાનું છે (568, 777, 706, 798)
magenta-dot (780, 2246, 793, 2258)
classified-ad: ફર્નિશ્ડ ઓફિસ, ગોડાઉન, ફ્લોરની દુકાન/ મકાન ભાડેથી જોઈએ છે. 9173950516. (561, 1755, 713, 1810)
classified-ad: ડિપ્લોમા મીકેનીકલ અથવા સમકક્ષ ટેક્નીક તથા ફુડ કેમિકલ પ્લાન્ટ, ફેક્ટરી અનુભવી પ્રોડક્શન સુપરવાઈઝર જોઈએ છે GIDC, વાઘોડિયા રૂબરૂ મળો. Mobile- 7567611232/ 9825567442 (379, 1428, 545, 1545)
classified-ad: જોઈએ છે યુવક, યુનાનુભ્ય લેબોરેટરી માં બ્લડ કલેક્શન માટે મો: 9409999299 (379, 549, 545, 604)
classified-ad: દરેક કંપનીના લોગીઝમનિમીન, ઘરથીટી, RO, AC, ફ્રીઝ, રિપેરીંગ (મો) 9429664612 (1238, 729, 1390, 799)
subcategory-label: ટેલીકોલર (217, 2052, 356, 2073)
subcategory-label: ભાડે આપવાનું છે (903, 1032, 1041, 1054)
subcategory-label: સીવીલ એન્જીનીયર (385, 1549, 539, 1570)
classified-ad: Old Name: Shir Dipakkumar Naran, New Name: Dipakbhai Naranbhai Shir Address: B/ 201- Satyam shivam sundram residency, behind satyam nagar, Padra, Dist.Vadodara- 391440. (1064, 1474, 1223, 1623)
category-header: જનરલ (382, 1664, 542, 1691)
classified-ad: Creative Computer Education, ઇલોરાપાર્ક, 9712746992, Basic- 2500/-, Tally- 4500/-, Autocad- 4500/-. (1238, 1888, 1390, 1974)
category-header: જ્યોતિષ (1410, 1999, 1555, 2026)
classified-ad: જોઈએ છે અનુભવી ઈલેક્ટ્રિશિયન સોફ્ટ અને નવા પ્રોજેક્ટના ઈલેક્ટ્રિકલ કામ માટે. પગાર Rs.15,000/- 20,000/-. સંપર્ક: 9328911169 (379, 1281, 545, 1367)
category-header: ધંધાદારી (1242, 356, 1387, 383)
classified-ad: બાલાજી સ્ટીલ ફર્નિચર કબાટ, માળિયા સ્પેશ્યાલિસ્ટ જુના લેવામાં આવશે રામભાઈ- 9879537687 (1406, 2135, 1558, 2205)
classified-ad: રેસકોર્ષમાં 3 મોટા રૂમ કેબિનો અથવા હોટલ સ્ટાફ માટે ફુલ ફેસીલીટી. 9624014659 (728, 1532, 880, 1586)
classified-ad: Road Touch Corner Villa Plot 1850 Feet near Court. 9426500213 (728, 1932, 880, 2002)
classified-ad: પ્લોટ 1500 બાંધકામ 850 Tp -13 સેમી ફર્નિશ્ડ ઘુવ: 9974851170 (728, 749, 880, 804)
classified-ad: જોઈએ છે હાઉસકીપિંગ સ્ટાફ પુરૂષ, ઓફિસ, બાથરૂમની સફાઈ, ઉંમર 18 થી 35, સમય 9 થી 7, અભ્યાસ 10 પાસ, ફૂલ પગાર 19537, પીએફ, ઈન્સ્યુરન્સ, બોનસ, પિક્ક રજા, નેમ્યુલ પ્રાઇમ, ઓપી. રોડ, વડોદરા 7575809811 (43, 1947, 195, 2096)
classified-ad: મા ટ્રાવેલ્સ- (અધિક માસ સ્પેશ્યલ) હરિદ્વાર 5- દિવસ), (અધિક માસ દરમ્યાન નર્મદા સ્નાન- ઓકારેશ્વર) (દર શનિવારે સારંગપુર), દર ગુરૂવારે (ઉજ્જૈન- ઓમકારેશ્વર). (દ્વારકા- સોમનાથ- સમીરભાઈ) ફોન- 9825317008 (1406, 740, 1558, 890)
classified-ad: માંજલપુર, કલાલી, વડસર, અટલાદરામાં હોસ્ટેલ માટે ફ્લેટ ફ્રૂં બિલ્ડીંગ ભાડે જોઈએ છે. બ્રોકર- 9033090244 (896, 812, 1048, 882)
classified-ad: બ્લિક માટે. તત્કાલ અનુભવી લેડીસ કામ માટે ટેલર કટીંગ માસ્ટરની જરૂર છે. પરમેનન્ટ જોબ સારી કમાણી સાથે. સંપર્ક કરો 7698851133 (211, 244, 362, 330)
cyan-dot (763, 2246, 775, 2258)
subcategory-label: વેચવાનું છે (903, 464, 1041, 485)
classified-ad: લાલ ક્રિ- ફ્રાય કેમિકલ ઇલેક્ટ્રોનિક્સ લિ. ડ્રો, ફ્રેશ અને સ્ટોરેજ. 9428399547 (1238, 1680, 1390, 1734)
classified-ad: 23 લાખ 51 હજાર નવો ફ્લેટ 2 B H K વાઘોડિયા વૃન્દાવન આસપાસ વેચવાનો. 7779016552 (896, 1566, 1048, 1636)
classified-ad: Old name- Surekha Shivlingappa Shahabade New Name- Sayali Rohan Shete Address- 104, Rudraksh Complex, B/H Diwanji Nursing Home, Harni Warasia Ring Road Vadodara, 390022 (1064, 1004, 1223, 1153)
classified-ad: બેગ સિલાઇ માટે કારીગર તેમજ હેલ્પરની જરૂર છે. 7046935572. (379, 1810, 545, 1865)
black-dot (814, 2246, 827, 2258)
column-8 (1238, 244, 1395, 2234)
category-header: કોમ્પ્યુટર (382, 379, 542, 406)
classified-ad: વોટરપ્રૂફીંગ, ટાઇલ્સ, ચાઇનામોઝેક, ઘર રિપેરીંગ, કલરકામ 9714530031 (1238, 1321, 1390, 1375)
classified-ad: તમારી દુકાન, ઓફિસ, મકાન, ફ્લેટ જમીન અને બીજી કોઈના વેચાણી પ્રોપર્ટી અમે વેચાણ કરી આપીશું. 100% મળો. 9484781661 (896, 1974, 1048, 2060)
classified-ad: Industrial Plot 4/ 6/ 10 Vigha Menpura, Por પાસે. 9426500213 (896, 2060, 1048, 2114)
classified-ad: ટેનામેન્ટ/ ડુપ્લેક્સ/ મકાન 5000 થી 8000 ભાડામાં જોઈએ. કારેલીબાગ, સમા Thakkar Realty 9213541516 (561, 1161, 713, 1247)
subcategory-label: ભાડે જોઈએ છે (568, 1730, 706, 1752)
category-header: યાત્રા પ્રવાસ (1410, 250, 1555, 276)
subcategory-label: મીકેનીકલ એન્જીનીયર (385, 1403, 539, 1424)
